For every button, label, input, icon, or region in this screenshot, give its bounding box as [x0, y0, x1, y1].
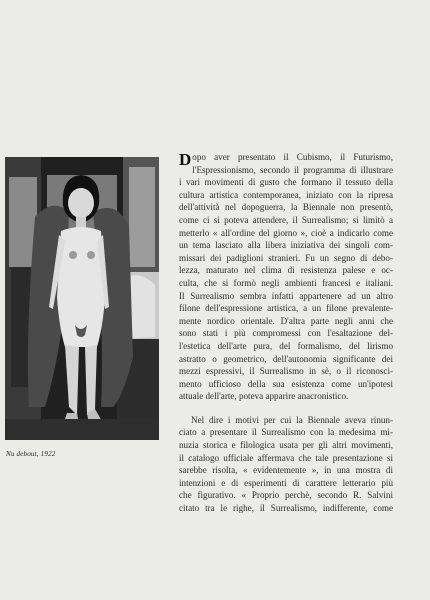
- text-line: attuale dell'arte, poteva apparire anacronistico.: [179, 391, 349, 402]
- paragraph-2: [179, 414, 393, 515]
- text-line: missari dei padiglioni stranieri. Fu un segno di debo-: [179, 252, 393, 263]
- body-text: [179, 151, 393, 515]
- text-line: citato tra le righe, il Surrealismo, indifferente, come: [179, 503, 393, 514]
- text-line: come ci si poteva attendere, il Surrealismo; si limitò a: [179, 214, 393, 225]
- drop-cap: D: [179, 150, 192, 169]
- figure-caption: Nu debout, 1922: [6, 450, 56, 458]
- text-line: sarebbe risolta, « evidentemente », in una mostra di: [179, 465, 393, 476]
- text-line: lezza, maturato nel clima di resistenza palese e oc-: [179, 265, 393, 276]
- text-line: filone dell'espressione artistica, a un filone prevalente-: [179, 303, 393, 314]
- text-line: cultura artistica contemporanea, iniziato con la ripresa: [179, 189, 393, 200]
- text-line: che figurativo. « Proprio perchè, secondo R. Salvini: [179, 490, 393, 501]
- text-line: l'Espressionismo, secondo il programma di illustrare: [192, 164, 393, 175]
- text-line: mente nordico orientale. D'altra parte negli anni che: [179, 315, 393, 326]
- text-line: l'estetica dell'arte pura, del formalismo, del lirismo: [179, 340, 393, 351]
- text-line: dell'attività nel dopoguerra, la Biennale non presentò,: [179, 202, 393, 213]
- text-line: mento ufficioso della sua esistenza come un'ipotesi: [179, 378, 393, 389]
- text-line: Il Surrealismo sembra infatti appartenere ad un altro: [179, 290, 393, 301]
- text-line: un tema lasciato alla libera iniziativa dei singoli com-: [179, 240, 393, 251]
- text-line: intenzioni e di esperimenti di carattere letterario più: [179, 477, 393, 488]
- text-line: sono stati i più compromessi con l'esaltazione del-: [179, 328, 393, 339]
- paragraph-1: [179, 151, 393, 403]
- text-line: mezzi espressivi, il Surrealismo in sè, o il riconosci-: [179, 366, 393, 377]
- text-line: astratto o geometrico, dell'autonomia significante dei: [179, 353, 393, 364]
- text-line: i vari movimenti di gusto che formano il tessuto della: [179, 177, 393, 188]
- text-line: nuzia storica e filologica usata per gli altri movimenti,: [179, 440, 393, 451]
- text-line: il catalogo ufficiale affermava che tale presentazione si: [179, 452, 393, 463]
- text-line: metterlo « all'ordine del giorno », cioè a indicarlo come: [179, 227, 393, 238]
- text-line: opo aver presentato il Cubismo, il Futurismo,: [192, 152, 393, 162]
- painting-reproduction: [5, 157, 159, 440]
- nude-figure-painting: [5, 157, 159, 440]
- text-line: culta, che si formò negli ambienti francesi e italiani.: [179, 277, 393, 288]
- text-line: Nel dire i motivi per cui la Biennale aveva rinun-: [191, 414, 393, 425]
- text-line: ciato a presentare il Surrealismo con la medesima mi-: [179, 427, 393, 438]
